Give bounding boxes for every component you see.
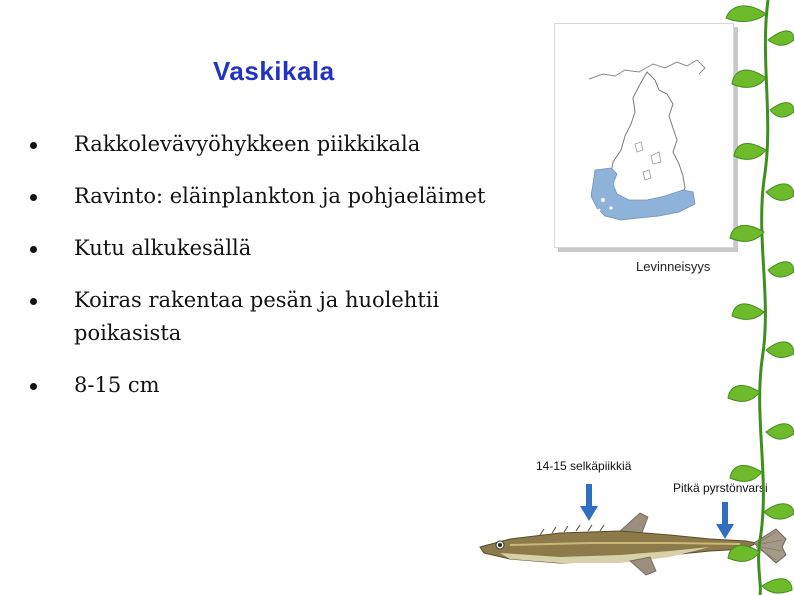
bullet-dot-icon bbox=[30, 194, 37, 201]
bullet-item bbox=[30, 232, 530, 265]
bullet-item bbox=[30, 180, 530, 213]
bullet-item bbox=[30, 128, 530, 161]
bullet-item bbox=[30, 284, 530, 350]
bullet-text: Koiras rakentaa pesän ja huolehtii poikasista bbox=[74, 288, 440, 345]
bullet-dot-icon bbox=[30, 298, 37, 305]
bullet-text: Ravinto: eläinplankton ja pohjaeläimet bbox=[74, 184, 486, 208]
bullet-list bbox=[30, 128, 530, 421]
bullet-dot-icon bbox=[30, 142, 37, 149]
distribution-map bbox=[554, 23, 734, 248]
bullet-text: Rakkolevävyöhykkeen piikkikala bbox=[74, 132, 421, 156]
bullet-text: Kutu alkukesällä bbox=[74, 236, 252, 260]
bullet-text: 8-15 cm bbox=[74, 373, 160, 397]
spine-label: 14-15 selkäpiikkiä bbox=[536, 459, 632, 473]
tail-label: Pitkä pyrstönvarsi bbox=[673, 481, 768, 495]
bullet-dot-icon bbox=[30, 246, 37, 253]
map-caption: Levinneisyys bbox=[636, 259, 711, 274]
vine-decoration-icon bbox=[716, 0, 794, 595]
bullet-dot-icon bbox=[30, 383, 37, 390]
finland-map-icon bbox=[555, 24, 733, 247]
bullet-item bbox=[30, 369, 530, 402]
slide-title: Vaskikala bbox=[213, 56, 335, 86]
